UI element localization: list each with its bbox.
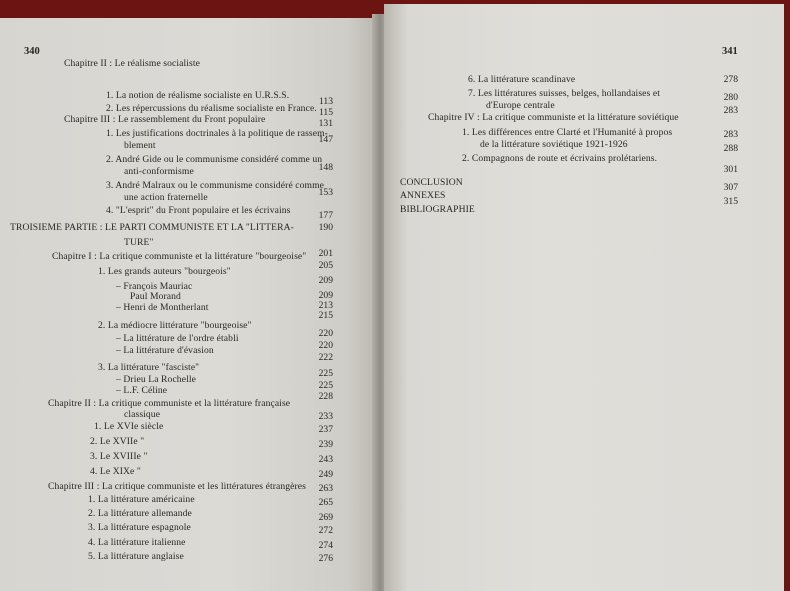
toc-entry-title: de la littérature soviétique 1921-1926 bbox=[480, 139, 628, 150]
toc-entry-title: 3. Le XVIIIe " bbox=[90, 451, 148, 462]
toc-entry-page: 315 bbox=[723, 196, 738, 207]
toc-entry-page: 301 bbox=[723, 164, 738, 175]
toc-entry-page: 220 bbox=[318, 340, 333, 351]
toc-entry-page: 288 bbox=[723, 143, 738, 154]
toc-entry-title: 1. Le XVIe siècle bbox=[94, 421, 164, 432]
toc-entry-page: 274 bbox=[318, 540, 333, 551]
toc-entry-title: blement bbox=[124, 140, 156, 151]
toc-entry-page: 269 bbox=[318, 512, 333, 523]
toc-entry-page: 225 bbox=[318, 380, 333, 391]
toc-entry-page: 115 bbox=[318, 107, 333, 118]
toc-entry-title: Paul Morand bbox=[130, 291, 181, 302]
toc-entry-page: 201 bbox=[318, 248, 333, 259]
toc-entry-title: d'Europe centrale bbox=[486, 100, 555, 111]
toc-entry-page: 239 bbox=[318, 439, 333, 450]
toc-entry-title: Chapitre II : La critique communiste et la littérature française bbox=[48, 398, 291, 409]
toc-entry-page: 177 bbox=[318, 210, 333, 221]
toc-entry-title: Chapitre III : La critique communiste et les littératures étrangères bbox=[48, 481, 307, 492]
toc-entry-page: 153 bbox=[318, 187, 333, 198]
toc-entry-page: 283 bbox=[723, 129, 738, 140]
toc-entry-page: 190 bbox=[318, 222, 333, 233]
toc-entry-title: 3. André Malraux ou le communisme considéré comme bbox=[106, 180, 325, 191]
toc-entry-title: – La littérature d'évasion bbox=[116, 345, 214, 356]
toc-entry-page: 220 bbox=[318, 328, 333, 339]
toc-entry-title: 4. Le XIXe " bbox=[90, 466, 141, 477]
toc-entry-title: 1. La littérature américaine bbox=[88, 494, 195, 505]
toc-entry-title: – L.F. Céline bbox=[116, 385, 168, 396]
toc-entry-title: 6. La littérature scandinave bbox=[468, 74, 576, 85]
toc-entry-title: Chapitre I : La critique communiste et la littérature "bourgeoise" bbox=[52, 251, 307, 262]
toc-entry-title: TROISIEME PARTIE : LE PARTI COMMUNISTE ET LA "LITTERA- bbox=[10, 222, 294, 233]
toc-entry-title: 3. La littérature espagnole bbox=[88, 522, 191, 533]
left-page bbox=[0, 18, 378, 591]
toc-entry-page: 148 bbox=[318, 162, 333, 173]
toc-entry-page: 249 bbox=[318, 469, 333, 480]
toc-entry-page: 278 bbox=[723, 74, 738, 85]
toc-entry-title: 3. La littérature "fasciste" bbox=[98, 362, 200, 373]
toc-entry-title: 1. La notion de réalisme socialiste en U.R.S.S. bbox=[106, 90, 290, 101]
left-page-number: 340 bbox=[24, 46, 40, 57]
toc-entry-title: Chapitre III : Le rassemblement du Front populaire bbox=[64, 114, 266, 125]
toc-entry-title: 1. Les grands auteurs "bourgeois" bbox=[98, 266, 231, 277]
toc-entry-page: 237 bbox=[318, 424, 333, 435]
toc-entry-title: classique bbox=[124, 409, 161, 420]
toc-entry-title: une action fraternelle bbox=[124, 192, 208, 203]
toc-entry-title: – François Mauriac bbox=[116, 281, 193, 292]
toc-entry-page: 276 bbox=[318, 553, 333, 564]
toc-entry-title: 5. La littérature anglaise bbox=[88, 551, 184, 562]
toc-entry-title: Chapitre IV : La critique communiste et la littérature soviétique bbox=[428, 112, 679, 123]
toc-entry-title: 1. Les justifications doctrinales à la politique de rassem- bbox=[106, 128, 328, 139]
toc-entry-page: 272 bbox=[318, 525, 333, 536]
toc-entry-page: 215 bbox=[318, 310, 333, 321]
toc-entry-title: 2. Les répercussions du réalisme socialiste en France. bbox=[106, 103, 317, 114]
toc-entry-title: 2. La littérature allemande bbox=[88, 508, 192, 519]
toc-entry-page: 113 bbox=[318, 96, 333, 107]
toc-entry-title: – Henri de Montherlant bbox=[116, 302, 209, 313]
toc-entry-page: 283 bbox=[723, 105, 738, 116]
toc-entry-page: 265 bbox=[318, 497, 333, 508]
toc-entry-title: TURE" bbox=[124, 237, 154, 248]
toc-entry-title: 2. La médiocre littérature "bourgeoise" bbox=[98, 320, 252, 331]
toc-entry-title: CONCLUSION bbox=[400, 177, 463, 188]
toc-entry-page: 263 bbox=[318, 483, 333, 494]
right-page bbox=[384, 4, 784, 591]
toc-entry-page: 209 bbox=[318, 290, 333, 301]
toc-entry-page: 243 bbox=[318, 454, 333, 465]
toc-entry-title: ANNEXES bbox=[400, 190, 446, 201]
toc-entry-title: – La littérature de l'ordre établi bbox=[116, 333, 239, 344]
right-page-number: 341 bbox=[722, 46, 738, 57]
toc-entry-title: anti-conformisme bbox=[124, 166, 194, 177]
toc-entry-title: 1. Les différences entre Clarté et l'Humanité à propos bbox=[462, 127, 673, 138]
toc-entry-title: 4. "L'esprit" du Front populaire et les écrivains bbox=[106, 205, 291, 216]
toc-entry-title: 7. Les littératures suisses, belges, hollandaises et bbox=[468, 88, 660, 99]
toc-entry-page: 205 bbox=[318, 260, 333, 271]
toc-entry-title: Chapitre II : Le réalisme socialiste bbox=[64, 58, 200, 69]
toc-entry-title: 4. La littérature italienne bbox=[88, 537, 186, 548]
toc-entry-page: 209 bbox=[318, 275, 333, 286]
toc-entry-title: 2. André Gide ou le communisme considéré comme un bbox=[106, 154, 323, 165]
toc-entry-page: 131 bbox=[318, 118, 333, 129]
toc-entry-page: 280 bbox=[723, 92, 738, 103]
toc-entry-title: 2. Le XVIIe " bbox=[90, 436, 145, 447]
toc-entry-title: 2. Compagnons de route et écrivains prolétariens. bbox=[462, 153, 658, 164]
toc-entry-page: 147 bbox=[318, 134, 333, 145]
toc-entry-title: BIBLIOGRAPHIE bbox=[400, 204, 475, 215]
toc-entry-page: 228 bbox=[318, 391, 333, 402]
toc-entry-page: 222 bbox=[318, 352, 333, 363]
toc-entry-page: 233 bbox=[318, 411, 333, 422]
toc-entry-page: 307 bbox=[723, 182, 738, 193]
toc-entry-page: 213 bbox=[318, 300, 333, 311]
toc-entry-title: – Drieu La Rochelle bbox=[116, 374, 196, 385]
toc-entry-page: 225 bbox=[318, 368, 333, 379]
